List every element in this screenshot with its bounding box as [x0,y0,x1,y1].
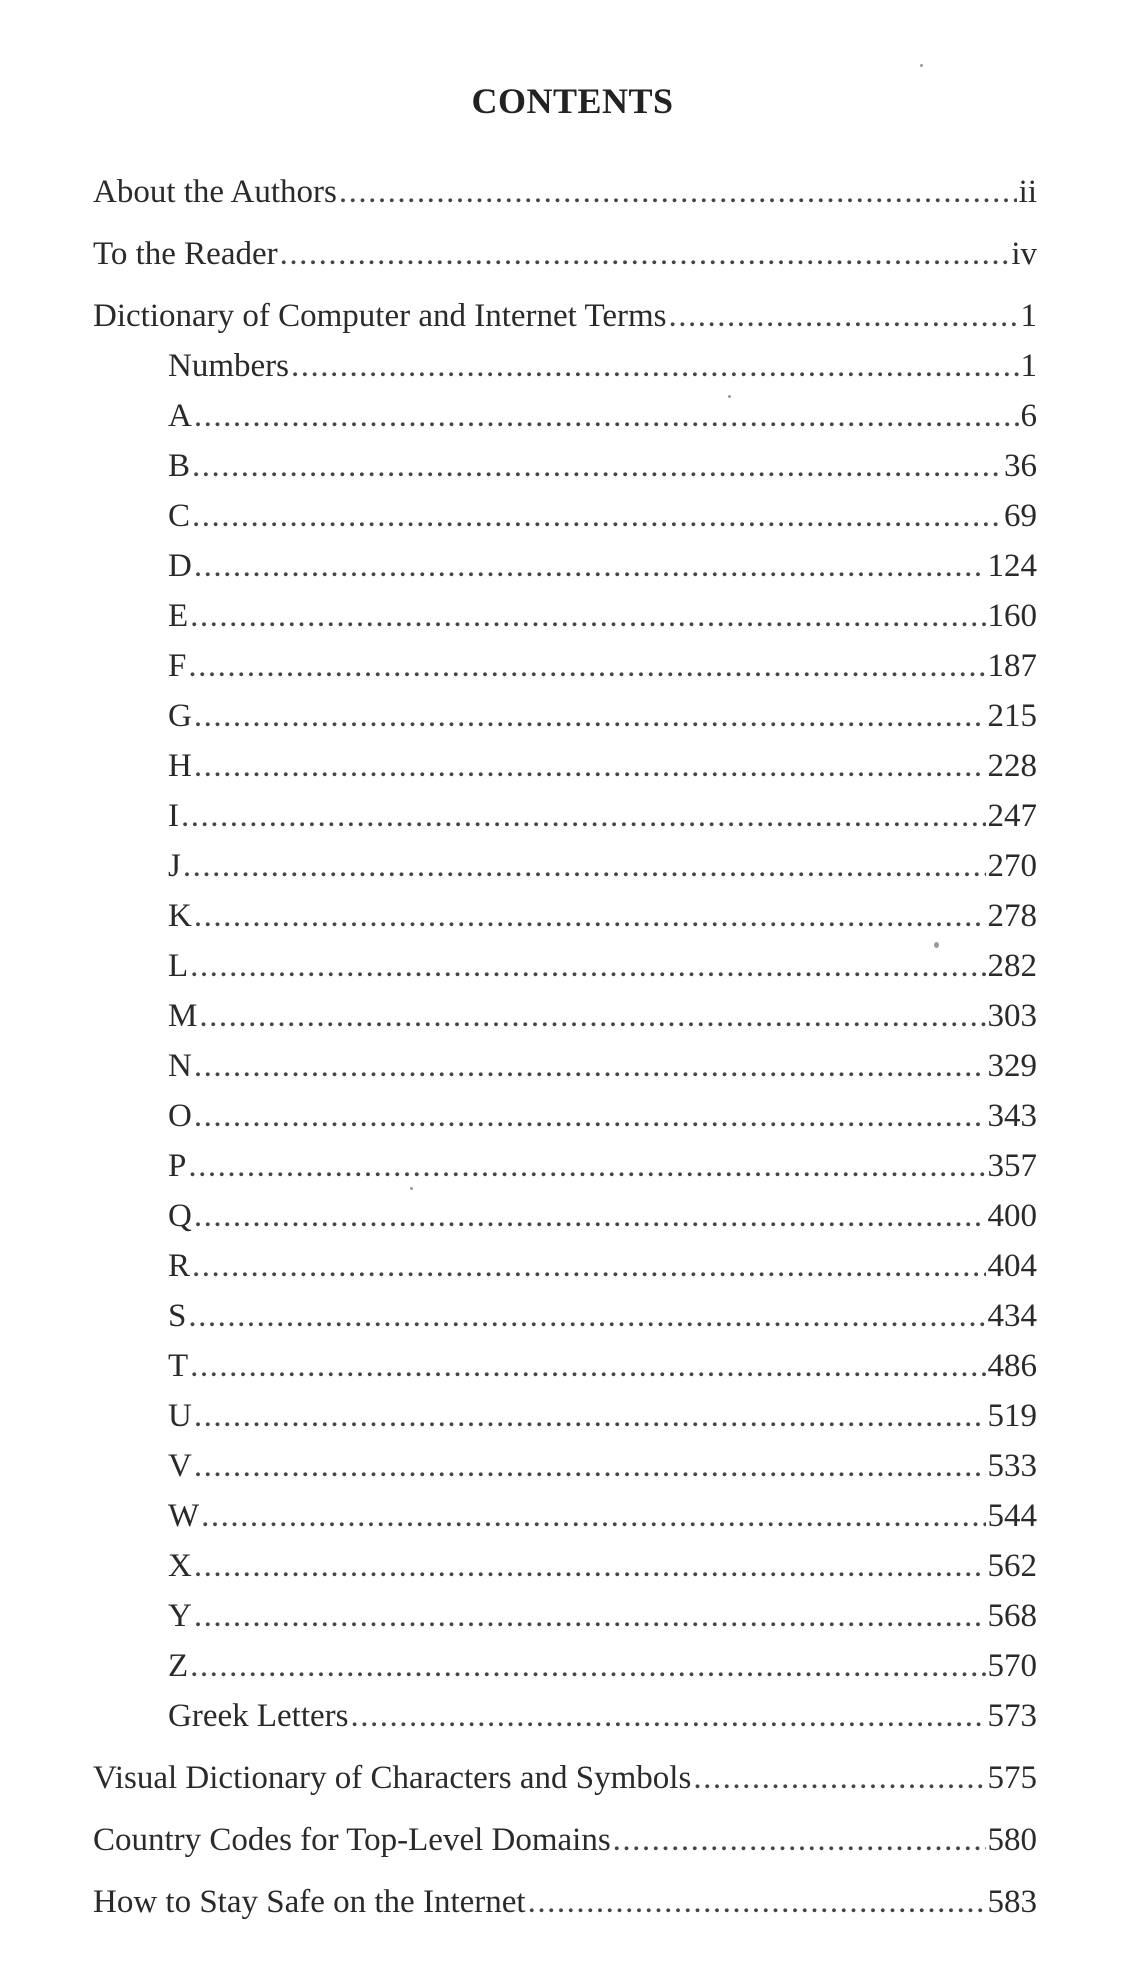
dot-leader [190,946,985,986]
dot-leader [528,1882,986,1922]
toc-entry-label: Z [168,1648,189,1684]
toc-entry-letter-g[interactable] [168,696,1037,736]
toc-entry-page: ii [1018,174,1037,210]
toc-entry-letter-u[interactable] [168,1396,1037,1436]
toc-entry-label: T [168,1348,189,1384]
toc-entry-label: F [168,648,187,684]
toc-entry-label: About the Authors [93,174,337,210]
toc-entry-page: 247 [987,798,1037,834]
toc-entry-label: To the Reader [93,236,278,272]
toc-entry-label: D [168,548,192,584]
dot-leader [613,1820,986,1860]
toc-entry-letter-q[interactable] [168,1196,1037,1236]
dot-leader [194,1196,986,1236]
dot-leader [183,846,986,886]
toc-entry-letter-d[interactable] [168,546,1037,586]
toc-entry-numbers[interactable] [168,346,1037,386]
dot-leader [190,1646,985,1686]
dot-leader [194,1096,986,1136]
dot-leader [351,1696,986,1736]
toc-entry-page: 303 [987,998,1037,1034]
toc-entry-letter-n[interactable] [168,1046,1037,1086]
toc-entry-letter-l[interactable] [168,946,1037,986]
toc-entry-letter-k[interactable] [168,896,1037,936]
toc-entry-page: 1 [1020,348,1037,384]
toc-entry-letter-o[interactable] [168,1096,1037,1136]
toc-entry-page: 160 [987,598,1037,634]
toc-entry-page: 580 [987,1822,1037,1858]
toc-entry-label: How to Stay Safe on the Internet [93,1884,526,1920]
toc-entry-letter-v[interactable] [168,1446,1037,1486]
toc-entry-greek-letters[interactable] [168,1696,1037,1736]
toc-entry-label: G [168,698,192,734]
dot-leader [280,234,1010,274]
toc-entry-letter-i[interactable] [168,796,1037,836]
dot-leader [188,646,985,686]
toc-entry-letter-a[interactable] [168,396,1037,436]
toc-entry-label: P [168,1148,187,1184]
dot-leader [194,546,986,586]
toc-entry-label: Q [168,1198,192,1234]
toc-entry-label: M [168,998,198,1034]
toc-entry-page: 6 [1020,398,1037,434]
toc-entry-label: W [168,1498,200,1534]
dot-leader [194,896,986,936]
dot-leader [194,1396,986,1436]
toc-entry-page: 278 [987,898,1037,934]
toc-entry-page: 329 [987,1048,1037,1084]
toc-entry-letter-j[interactable] [168,846,1037,886]
toc-entry-page: 36 [1004,448,1037,484]
toc-entry-page: 570 [987,1648,1037,1684]
toc-entry-letter-z[interactable] [168,1646,1037,1686]
page-title: CONTENTS [471,81,674,121]
toc-entry-page: 282 [987,948,1037,984]
toc-entry-label: A [168,398,192,434]
toc-entry-label: Country Codes for Top-Level Domains [93,1822,611,1858]
toc-entry-page: 404 [987,1248,1037,1284]
toc-entry-label: Numbers [168,348,289,384]
toc-entry-label: H [168,748,192,784]
toc-entry-to-the-reader[interactable] [93,234,1037,274]
toc-entry-page: 1 [1020,298,1037,334]
scan-speck [728,395,731,398]
toc-entry-letter-c[interactable] [168,496,1037,536]
toc-entry-letter-s[interactable] [168,1296,1037,1336]
toc-entry-label: Visual Dictionary of Characters and Symbols [93,1760,692,1796]
toc-entry-label: Dictionary of Computer and Internet Terms [93,298,667,334]
toc-entry-letter-b[interactable] [168,446,1037,486]
toc-entry-label: Greek Letters [168,1698,349,1734]
toc-entry-page: iv [1011,236,1037,272]
toc-entry-label: R [168,1248,191,1284]
dot-leader [190,596,985,636]
toc-entry-page: 519 [987,1398,1037,1434]
toc-entry-page: 343 [987,1098,1037,1134]
dot-leader [194,396,1019,436]
toc-entry-label: B [168,448,191,484]
toc-entry-label: X [168,1548,192,1584]
toc-entry-letter-h[interactable] [168,746,1037,786]
dot-leader [201,1496,985,1536]
toc-entry-label: V [168,1448,192,1484]
toc-entry-letter-w[interactable] [168,1496,1037,1536]
toc-entry-label: S [168,1298,187,1334]
dot-leader [188,1296,985,1336]
toc-entry-page: 562 [987,1548,1037,1584]
toc-entry-page: 187 [987,648,1037,684]
toc-entry-letter-y[interactable] [168,1596,1037,1636]
toc-entry-page: 228 [987,748,1037,784]
toc-entry-label: N [168,1048,192,1084]
toc-entry-stay-safe[interactable] [93,1882,1037,1922]
toc-entry-page: 568 [987,1598,1037,1634]
dot-leader [693,1758,985,1798]
toc-entry-page: 575 [987,1760,1037,1796]
toc-entry-page: 124 [987,548,1037,584]
dot-leader [669,296,1019,336]
dot-leader [181,796,986,836]
toc-entry-label: O [168,1098,192,1134]
scan-speck [410,1187,413,1190]
scan-speck [920,64,923,67]
toc-entry-page: 357 [987,1148,1037,1184]
toc-entry-label: C [168,498,191,534]
toc-entry-label: Y [168,1598,192,1634]
toc-entry-label: I [168,798,179,834]
toc-entry-page: 573 [987,1698,1037,1734]
toc-entry-visual-dictionary[interactable] [93,1758,1037,1798]
dot-leader [192,496,1002,536]
toc-entry-page: 270 [987,848,1037,884]
toc-entry-label: L [168,948,189,984]
toc-entry-label: U [168,1398,192,1434]
toc-entry-page: 544 [987,1498,1037,1534]
toc-entry-letter-e[interactable] [168,596,1037,636]
toc-entry-page: 400 [987,1198,1037,1234]
toc-entry-letter-m[interactable] [168,996,1037,1036]
toc-entry-letter-r[interactable] [168,1246,1037,1286]
toc-entry-page: 533 [987,1448,1037,1484]
toc-entry-letter-x[interactable] [168,1546,1037,1586]
dot-leader [188,1146,985,1186]
toc-entry-label: E [168,598,189,634]
toc-entry-page: 215 [987,698,1037,734]
dot-leader [194,1546,986,1586]
toc-entry-letter-p[interactable] [168,1146,1037,1186]
toc-entry-letter-t[interactable] [168,1346,1037,1386]
dot-leader [192,446,1002,486]
dot-leader [194,746,986,786]
toc-entry-page: 486 [987,1348,1037,1384]
dot-leader [192,1246,985,1286]
dot-leader [194,1446,986,1486]
dot-leader [190,1346,985,1386]
dot-leader [194,1046,986,1086]
toc-entry-page: 583 [987,1884,1037,1920]
dot-leader [339,172,1017,212]
toc-entry-country-codes[interactable] [93,1820,1037,1860]
toc-entry-label: J [168,848,181,884]
dot-leader [194,1596,986,1636]
dot-leader [291,346,1019,386]
toc-entry-dictionary[interactable] [93,296,1037,336]
toc-entry-page: 69 [1004,498,1037,534]
toc-entry-label: K [168,898,192,934]
toc-entry-about-the-authors[interactable] [93,172,1037,212]
dot-leader [194,696,986,736]
toc-entry-letter-f[interactable] [168,646,1037,686]
scan-speck [934,942,939,948]
toc-entry-page: 434 [987,1298,1037,1334]
dot-leader [199,996,985,1036]
